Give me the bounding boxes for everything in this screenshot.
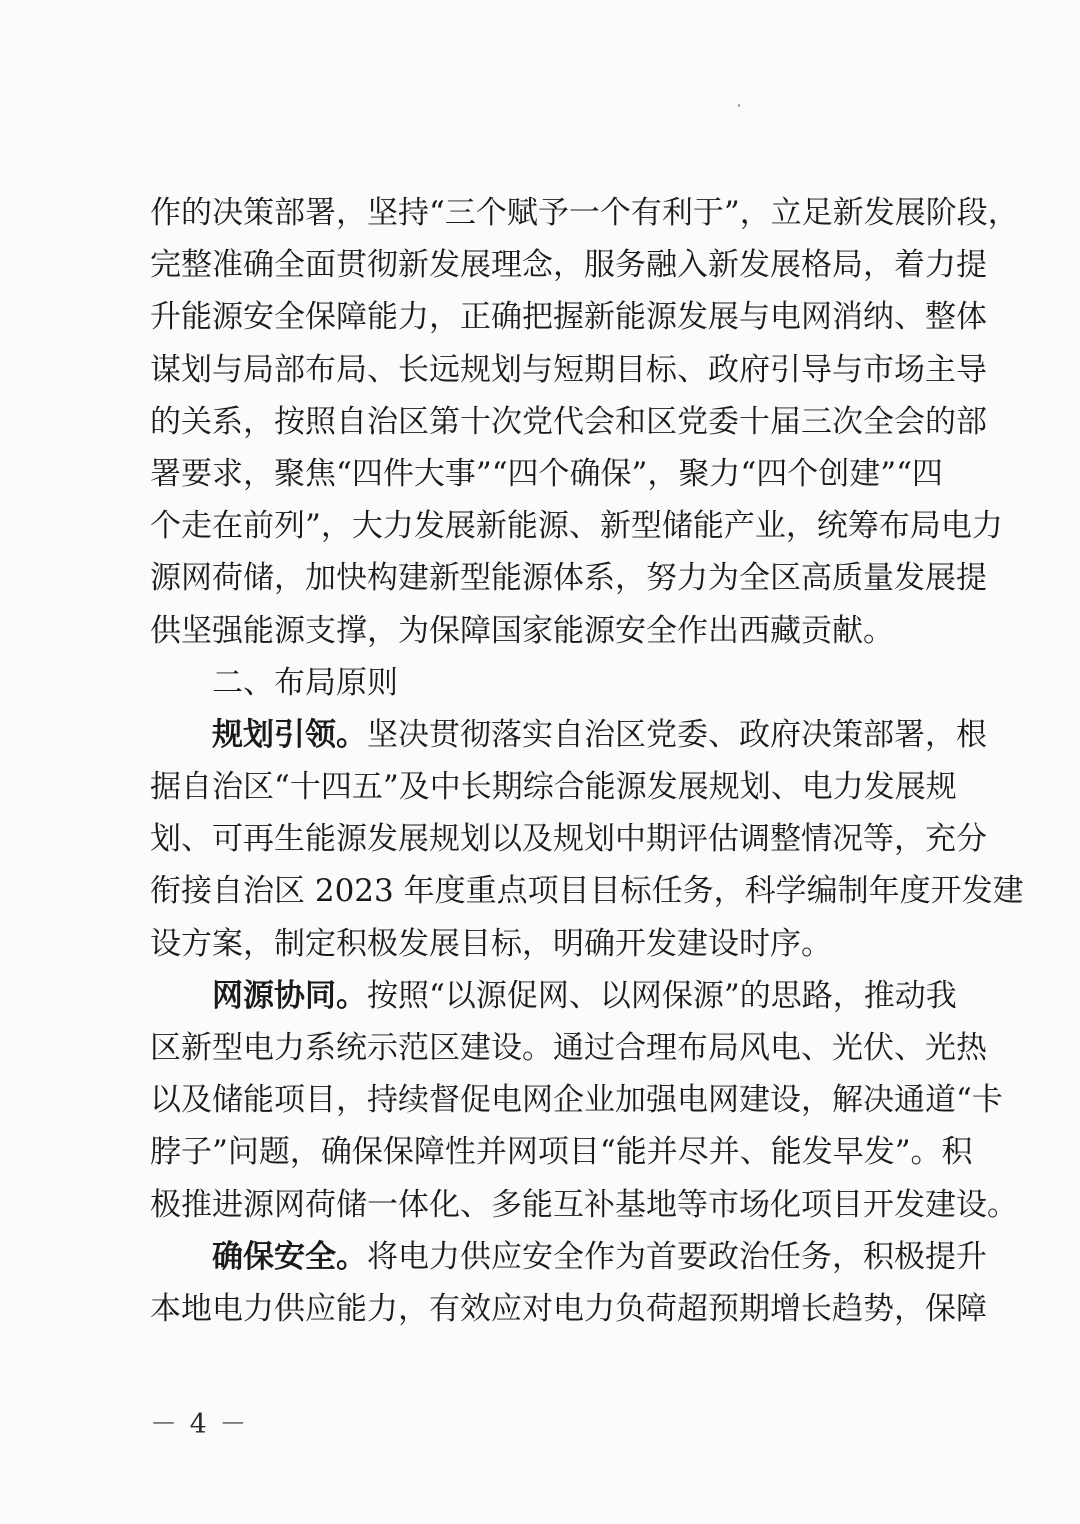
text-line: 脖子”问题，确保保障性并网项目“能并尽并、能发早发”。积 (150, 1134, 973, 1171)
text-line: 本地电力供应能力，有效应对电力负荷超预期增长趋势，保障 (150, 1290, 987, 1327)
text-line: 以及储能项目，持续督促电网企业加强电网建设，解决通道“卡 (150, 1082, 1003, 1119)
text-line: 作的决策部署，坚持“三个赋予一个有利于”，立足新发展阶段， (150, 195, 1019, 231)
text-line: 的关系，按照自治区第十次党代会和区党委十届三次全会的部 (150, 403, 987, 440)
text-line: 源网荷储，加快构建新型能源体系，努力为全区高质量发展提 (150, 560, 987, 597)
scan-speck (738, 104, 740, 107)
principle-first-line (150, 709, 987, 761)
principle-title: 规划引领。 (212, 716, 367, 753)
text-line: 完整准确全面贯彻新发展理念，服务融入新发展格局，着力提 (150, 247, 987, 284)
section-heading: 二、布局原则 (212, 664, 398, 701)
text-line: 区新型电力系统示范区建设。通过合理布局风电、光伏、光热 (150, 1030, 987, 1066)
page-number: － 4 － (150, 1409, 249, 1440)
principle-text: 将电力供应安全作为首要政治任务，积极提升 (367, 1238, 987, 1275)
text-line: 划、可再生能源发展规划以及规划中期评估调整情况等，充分 (150, 821, 987, 858)
principle-title: 网源协同。 (212, 977, 367, 1014)
principle-text: 按照“以源促网、以网保源”的思路，推动我 (367, 977, 957, 1014)
body-text (150, 187, 1024, 1335)
principle-text: 坚决贯彻落实自治区党委、政府决策部署，根 (367, 716, 987, 753)
text-line: 谋划与局部布局、长远规划与短期目标、政府引导与市场主导 (150, 351, 987, 388)
text-line: 设方案，制定积极发展目标，明确开发建设时序。 (150, 925, 832, 962)
text-line: 极推进源网荷储一体化、多能互补基地等市场化项目开发建设。 (150, 1186, 1018, 1223)
text-line: 升能源安全保障能力，正确把握新能源发展与电网消纳、整体 (150, 299, 987, 336)
text-line: 衔接自治区 2023 年度重点项目目标任务，科学编制年度开发建 (150, 873, 1024, 910)
text-line: 供坚强能源支撑，为保障国家能源安全作出西藏贡献。 (150, 612, 894, 649)
principle-title: 确保安全。 (212, 1238, 367, 1275)
principle-first-line (150, 1231, 987, 1283)
text-line: 据自治区“十四五”及中长期综合能源发展规划、电力发展规 (150, 769, 957, 806)
text-line: 个走在前列”，大力发展新能源、新型储能产业，统筹布局电力 (150, 508, 1003, 545)
principle-first-line (150, 970, 957, 1022)
text-line: 署要求，聚焦“四件大事”“四个确保”，聚力“四个创建”“四 (150, 455, 943, 492)
